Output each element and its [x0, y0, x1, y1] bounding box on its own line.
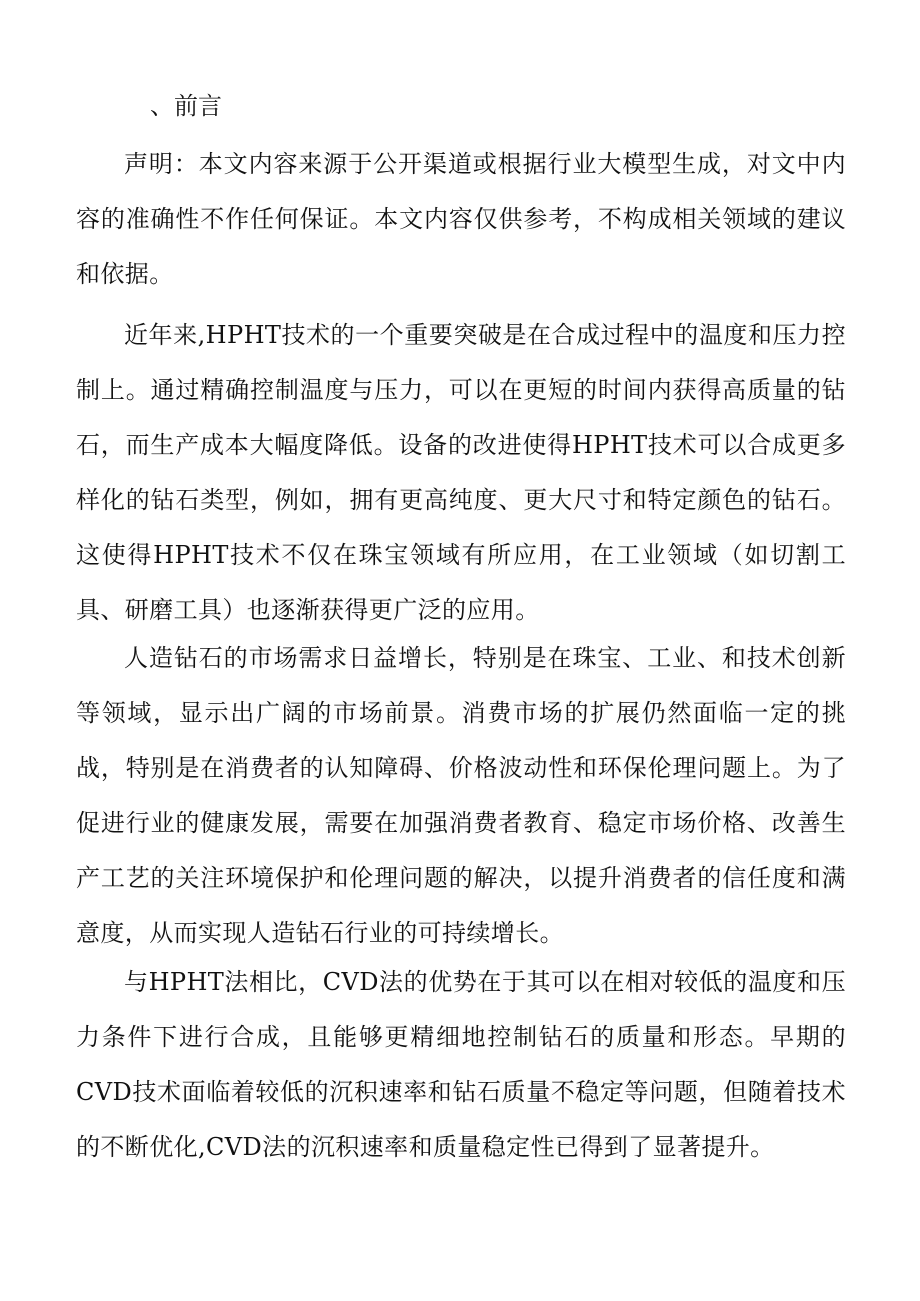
cvd-paragraph: 与HPHT法相比，CVD法的优势在于其可以在相对较低的温度和压力条件下进行合成，且能够更精细地控制钻石的质量和形态。早期的CVD技术面临着较低的沉积速率和钻石质量不稳定等问题，但随着技术的不断优化,CVD法的沉积速率和质量稳定性已得到了显著提升。: [76, 968, 846, 1161]
market-paragraph: 人造钻石的市场需求日益增长，特别是在珠宝、工业、和技术创新等领域，显示出广阔的市场前景。消费市场的扩展仍然面临一定的挑战，特别是在消费者的认知障碍、价格波动性和环保伦理问题上。为了促进行业的健康发展，需要在加强消费者教育、稳定市场价格、改善生产工艺的关注环境保护和伦理问题的解决，以提升消费者的信任度和满意度，从而实现人造钻石行业的可持续增长。: [76, 644, 846, 947]
disclaimer-paragraph: 声明：本文内容来源于公开渠道或根据行业大模型生成，对文中内容的准确性不作任何保证。本文内容仅供参考，不构成相关领域的建议和依据。: [76, 150, 846, 288]
hpht-paragraph: 近年来,HPHT技术的一个重要突破是在合成过程中的温度和压力控制上。通过精确控制温度与压力，可以在更短的时间内获得高质量的钻石，而生产成本大幅度降低。设备的改进使得HPHT技术可以合成更多样化的钻石类型，例如，拥有更高纯度、更大尺寸和特定颜色的钻石。这使得HPHT技术不仅在珠宝领域有所应用，在工业领域（如切割工具、研磨工具）也逐渐获得更广泛的应用。: [76, 321, 846, 624]
section-heading: 、前言: [150, 92, 222, 120]
